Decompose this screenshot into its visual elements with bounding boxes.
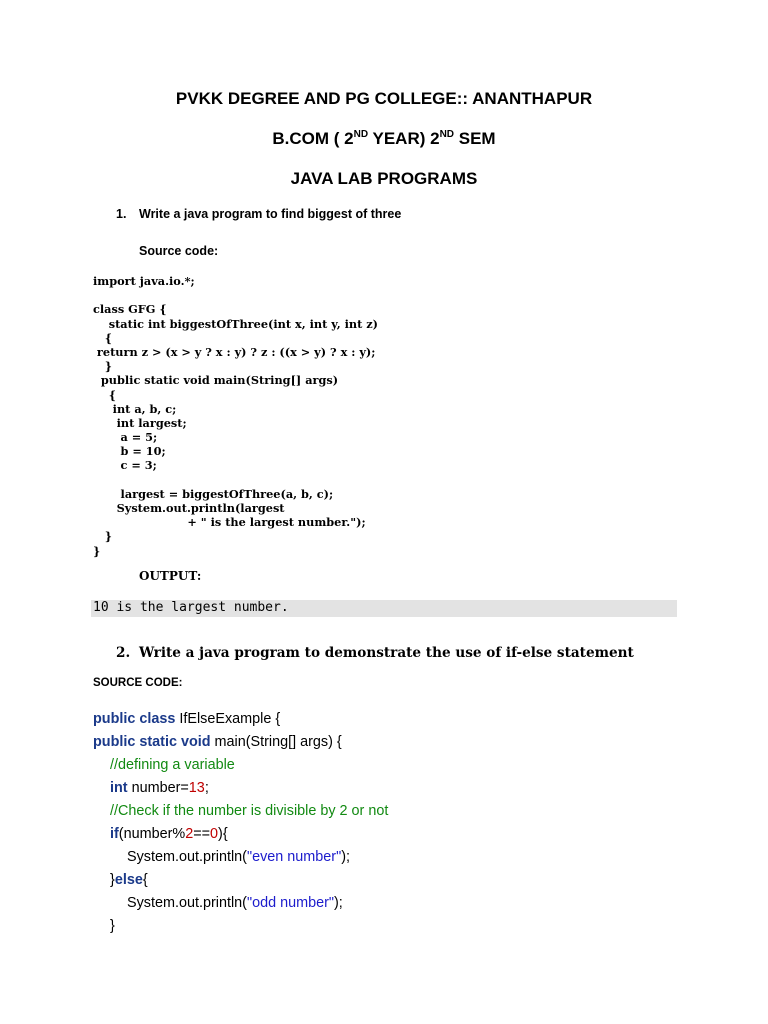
code-text: IfElseExample { (175, 711, 281, 727)
program1-code-line: { (93, 387, 116, 402)
program1-code-line: } (93, 529, 113, 544)
program2-code-line-8 (110, 869, 148, 892)
program1-code-line: b = 10; (93, 444, 166, 459)
program2-code-line-7 (127, 846, 350, 869)
course-prefix: B.COM ( 2 (272, 129, 354, 148)
lab-title: JAVA LAB PROGRAMS (290, 169, 478, 188)
keyword-token: else (114, 872, 143, 888)
program1-number: 1. (116, 207, 127, 221)
code-text: number= (127, 780, 189, 796)
code-text: ); (341, 849, 350, 865)
program1-code-line: c = 3; (93, 458, 157, 473)
program1-code-line: import java.io.*; (93, 274, 195, 288)
program1-output-label: OUTPUT: (139, 569, 202, 583)
string-literal: "even number" (246, 849, 342, 865)
number-literal: 2 (185, 826, 194, 842)
program1-code-line: int a, b, c; (93, 401, 177, 416)
program1-question: Write a java program to find biggest of three (139, 207, 402, 221)
keyword-token: int (110, 780, 128, 796)
program2-source-label: SOURCE CODE: (93, 677, 183, 689)
program2-number: 2. (116, 645, 131, 661)
code-text: ){ (218, 826, 228, 842)
course-sup-1: ND (353, 129, 369, 140)
course-sup-2: ND (439, 129, 455, 140)
program1-code-line: class GFG { (93, 302, 167, 317)
program2-code-line-3: //defining a variable (110, 757, 235, 773)
program1-code-line: System.out.println(largest (93, 501, 285, 515)
program1-code-line: { (93, 330, 113, 345)
program1-code-line: } (93, 543, 101, 558)
program2-question: Write a java program to demonstrate the use of if-else statement (139, 645, 634, 661)
program1-code-line: + " is the largest number."); (93, 515, 366, 530)
number-literal: 0 (210, 826, 219, 842)
program1-code-line: return z > (x > y ? x : y) ? z : ((x > y) ? x : y); (93, 344, 376, 359)
program1-code-line: static int biggestOfThree(int x, int y, int z) (93, 316, 379, 331)
program2-code-line-6 (110, 823, 228, 846)
code-text: } (110, 872, 115, 888)
course-mid: YEAR) 2 (368, 129, 440, 148)
program1-code-line (93, 288, 378, 302)
number-literal: 13 (188, 780, 205, 796)
program2-code-line-9 (127, 892, 343, 915)
program2-code-line-10: } (110, 918, 115, 934)
code-text: System.out.println( (127, 895, 247, 911)
program1-code-block (93, 274, 378, 558)
code-text: main(String[] args) { (210, 734, 342, 750)
program2-code-line-1 (93, 708, 280, 731)
keyword-token: public class (93, 711, 176, 727)
college-title: PVKK DEGREE AND PG COLLEGE:: ANANTHAPUR (175, 89, 593, 108)
program2-code-line-5: //Check if the number is divisible by 2 or not (110, 803, 389, 819)
keyword-token: if (110, 826, 119, 842)
code-text: System.out.println( (127, 849, 247, 865)
program1-output-text: 10 is the largest number. (93, 600, 289, 615)
string-literal: "odd number" (246, 895, 334, 911)
program1-code-line: int largest; (93, 415, 187, 430)
program2-code-line-2 (93, 731, 342, 754)
program1-code-line: } (93, 359, 113, 374)
course-suffix: SEM (454, 129, 496, 148)
program1-code-line: largest = biggestOfThree(a, b, c); (93, 486, 334, 501)
code-text: ); (334, 895, 343, 911)
course-title (0, 129, 768, 149)
program1-source-label: Source code: (139, 244, 219, 258)
program1-code-line: public static void main(String[] args) (93, 373, 339, 388)
code-text: == (193, 826, 211, 842)
code-text: ; (204, 780, 209, 796)
program1-code-line (93, 473, 378, 487)
code-text: { (142, 872, 148, 888)
keyword-token: public static void (93, 734, 211, 750)
code-text: (number% (118, 826, 186, 842)
program1-code-line: a = 5; (93, 430, 158, 445)
program2-code-line-4 (110, 777, 209, 800)
